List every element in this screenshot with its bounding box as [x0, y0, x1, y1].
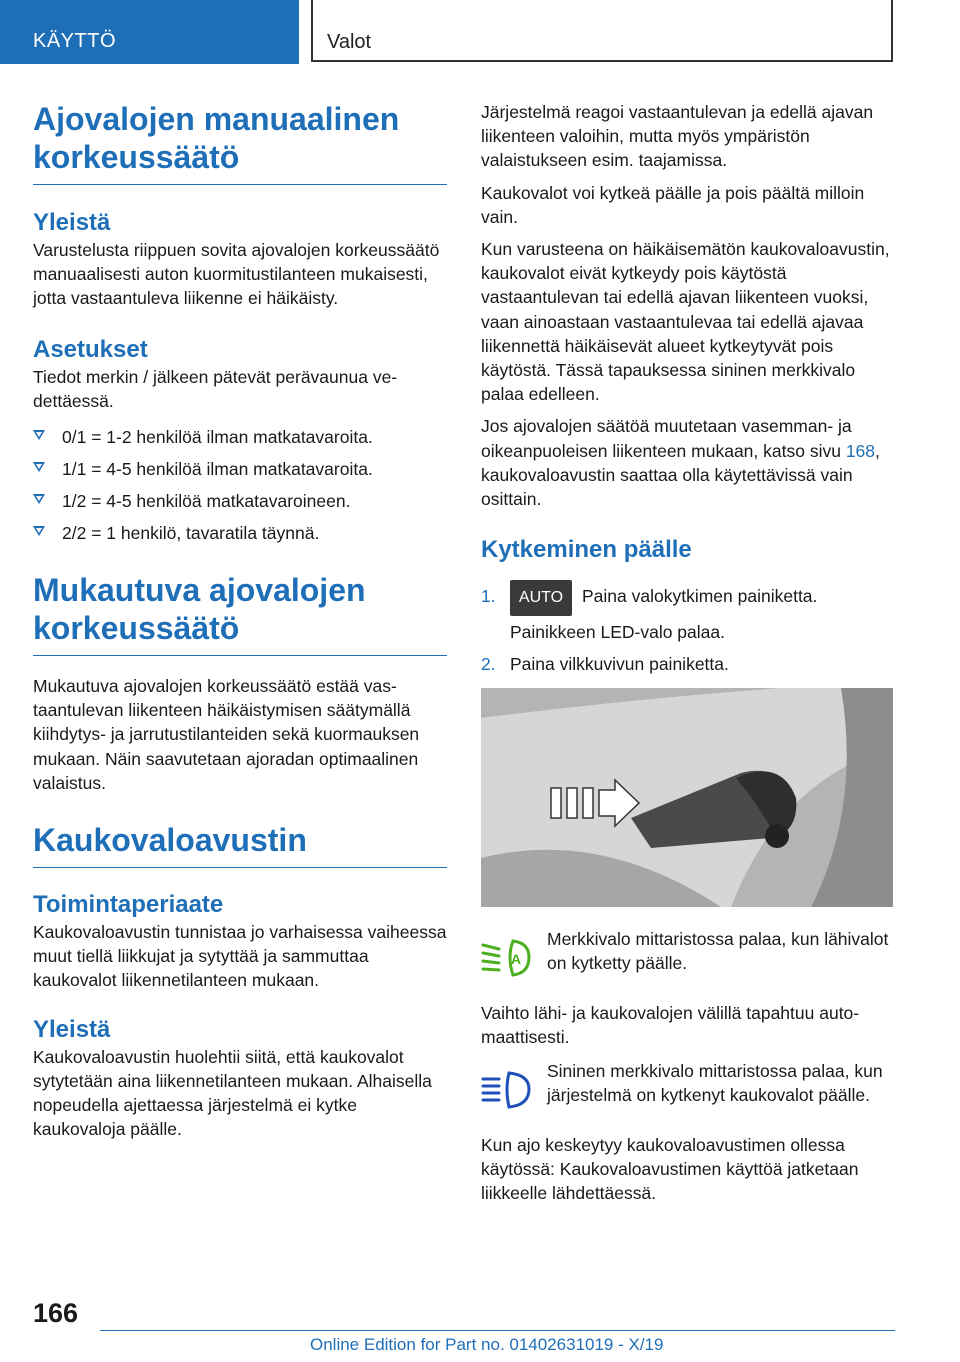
- header-section: [0, 0, 299, 64]
- text-glare-free: Kun varusteena on häikäisemätön kaukovaloavustin, kaukovalot eivät kytkeydy pois käytöstä vastaantulevan tai edellä ajavan liikenteen vuoksi, vaan ainoastaan vastaantulevaa tai edellä ajavaa liikennettä häikäisevät alueet kytkeytyvät pois käytöstä. Tässä tapauksessa sininen merkkivalo palaa edelleen.: [481, 239, 890, 405]
- list-item: 1/2 = 4-5 henkilöä matkatavaroineen.: [33, 489, 447, 513]
- page-number: 166: [33, 1298, 79, 1328]
- heading-manual-levelling: Ajovalojen manuaalinen korkeussäätö: [33, 100, 447, 185]
- svg-text:A: A: [510, 950, 522, 967]
- indicator-low-beam: [481, 927, 893, 987]
- heading-high-beam-assistant: Kaukovaloavustin: [33, 821, 447, 868]
- step-sub-text: Painikkeen LED-valo palaa.: [510, 621, 725, 642]
- steps-list: [481, 577, 893, 675]
- auto-headlight-indicator-icon: [481, 931, 533, 983]
- text-resume: Kun ajo keskeytyy kaukovaloavustimen ollessa käytössä: Kaukovaloavustimen käyttöä jatketaan liikkeelle lähdettäessä.: [481, 1135, 859, 1204]
- list-item: 2. Paina vilkkuvivun painiketta.: [481, 653, 729, 674]
- stalk-photo: [481, 688, 893, 907]
- heading-adaptive-levelling: Mukautuva ajovalojen korkeussäätö: [33, 571, 447, 656]
- triangle-bullet-icon: [33, 430, 45, 440]
- left-column: [33, 100, 447, 1141]
- section-title: KÄYTTÖ: [33, 30, 117, 52]
- page-link-168[interactable]: 168: [845, 440, 876, 461]
- footer-divider: [100, 1330, 895, 1331]
- header-topic: [311, 0, 893, 62]
- text-adaptive: Mukautuva ajovalojen korkeussäätö estää vastaantulevan liikenteen häikäistymisen säätymällä kiihdytys- ja jarrutustilanteiden sekä kuormauksen mukaan. Näin saavutetaan ajoradan optimaalinen valaistus.: [33, 676, 420, 793]
- text-indicator-low-beam: Merkkivalo mittaristossa palaa, kun lähivalot on kytketty päälle.: [547, 928, 889, 973]
- text-principle: Kaukovaloavustin tunnistaa jo varhaisessa vaiheessa muut tiellä liikkujat ja sytyttää ja sammuttaa kaukovalot liikennetilanteen mukaan.: [33, 922, 447, 991]
- settings-list: [33, 425, 447, 545]
- stalk-illustration: [481, 688, 893, 907]
- heading-settings: Asetukset: [33, 335, 148, 363]
- topic-title: Valot: [327, 31, 372, 53]
- footer-edition: Online Edition for Part no. 01402631019 - X/19: [310, 1335, 664, 1354]
- text-switch-anytime: Kaukovalot voi kytkeä päälle ja pois päältä milloin vain.: [481, 182, 865, 227]
- text-reacts: Järjestelmä reagoi vastaantulevan ja edellä ajavan liikenteen valoihin, mutta myös ympäristön valaistukseen esim. taajamissa.: [481, 102, 874, 171]
- heading-switch-on: Kytkeminen päälle: [481, 536, 692, 564]
- text-traffic-side: Jos ajovalojen säätöä muutetaan vasemman- ja oikeanpuoleisen liikenteen mukaan, katso sivu 168, kaukovaloavustin saattaa olla käytettävissä vain osittain.: [481, 416, 880, 510]
- auto-button-icon: AUTO: [510, 580, 572, 616]
- heading-principle: Toimintaperiaate: [33, 891, 224, 919]
- text-indicator-high-beam: Sininen merkkivalo mittaristossa palaa, kun järjestelmä on kytkenyt kaukovalot päälle.: [547, 1061, 883, 1106]
- list-item: 1/1 = 4-5 henkilöä ilman matkatavaroita.: [33, 457, 447, 481]
- right-column: [481, 100, 893, 1206]
- list-item: 0/1 = 1-2 henkilöä ilman matkatavaroita.: [33, 425, 447, 449]
- list-item: 2/2 = 1 henkilö, tavaratila täynnä.: [33, 521, 447, 545]
- heading-general: Yleistä: [33, 209, 111, 236]
- heading-general-2: Yleistä: [33, 1015, 111, 1043]
- indicator-high-beam: [481, 1059, 893, 1119]
- triangle-bullet-icon: [33, 462, 45, 472]
- triangle-bullet-icon: [33, 494, 45, 504]
- high-beam-indicator-icon: [481, 1063, 533, 1115]
- triangle-bullet-icon: [33, 526, 45, 536]
- text-general-2: Kaukovaloavustin huolehtii siitä, että kaukovalot sytytetään aina liikennetilanteen mukaan. Alhaisella nopeudella ajettaessa järjestelmä ei kytke kaukovaloja päälle.: [33, 1046, 432, 1140]
- list-item: 1. AUTO Paina valokytkimen painiketta. Painikkeen LED-valo palaa.: [481, 577, 893, 643]
- text-auto-switch: Vaihto lähi- ja kaukovalojen välillä tapahtuu automaattisesti.: [481, 1002, 860, 1047]
- text-general: Varustelusta riippuen sovita ajovalojen korkeussäätö manuaalisesti auton kuormitustilanteen mukaisesti, jotta vastaantuleva liikenne ei häikäisty.: [33, 240, 440, 309]
- text-settings: Tiedot merkin / jälkeen pätevät perävaunua vedettäessä.: [33, 366, 398, 411]
